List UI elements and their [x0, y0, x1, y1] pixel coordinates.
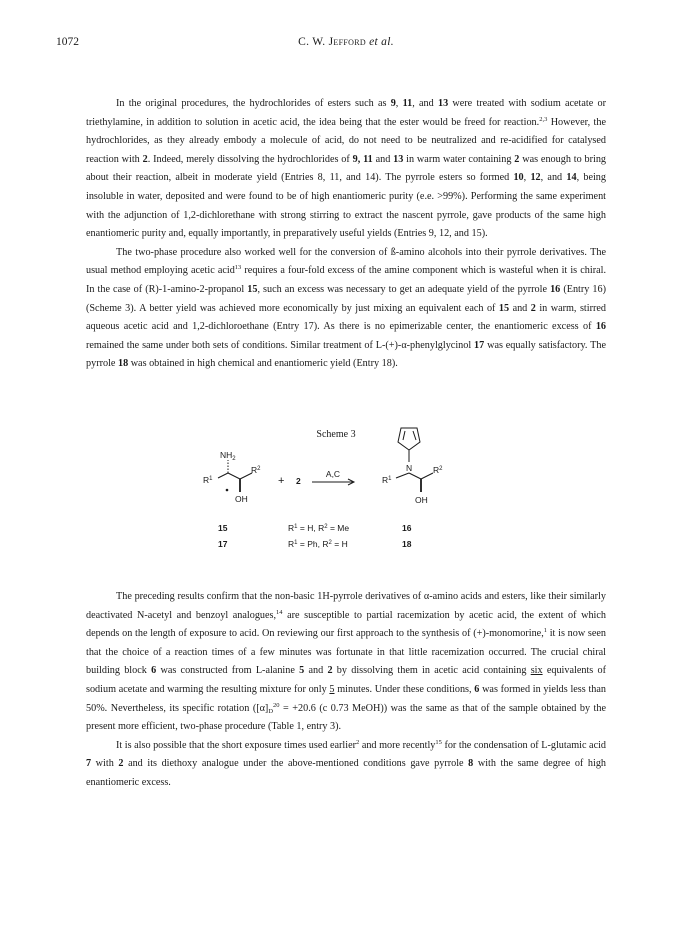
r1-label: $R^1$ [203, 475, 213, 485]
bond [396, 473, 409, 478]
product-r2-label: $R^2$ [433, 465, 443, 475]
double-bond [403, 431, 405, 440]
reagent-2: 2 [296, 476, 301, 486]
substituents-row-1: $R^1 = H$, $R^2 = Me$ [288, 523, 350, 533]
running-head [56, 36, 636, 48]
amine-label: $NH_2$ [220, 450, 236, 462]
scheme-3 [0, 420, 692, 560]
plus-sign: + [278, 475, 285, 487]
paragraph-4: It is also possible that the short exposure times used earlier$^2$ and more recently$^{15}$ for the condensation of L-glutamic acid 7 with 2 and its diethoxy analogue under the above-mentioned conditions gave pyrrole 8 with the same degree of high enantiomeric excess. [86, 738, 607, 788]
substituents-row-2: $R^1 = Ph$, $R^2 = H$ [288, 539, 348, 549]
stereo-dot [226, 489, 229, 492]
double-bond [413, 431, 416, 440]
citation: 2 [356, 738, 360, 746]
compound-18: 18 [402, 539, 412, 549]
paragraph-3: The preceding results confirm that the non-basic 1H-pyrrole derivatives of α-amino acids and esters, like their similarly deactivated N-acetyl and benzoyl analogues,$^{14}$ are susceptible to partial racemization by acetic acid, the extent of which depends on the length of exposure to acid. On reviewing our first approach to the synthesis of (+)-monomorine,$^1$ it is now seen that the choice of a reaction times of a few minutes was fortunate in that little racemization occurred. The crucial chiral building block 6 was constructed from L-alanine 5 and 2 by dissolving them in acetic acid containing six equivalents of sodium acetate and warming the resulting mixture for only 5 minutes. Under these conditions, 6 was formed in yields less than 50%. Nevertheless, its specific rotation ($[\alpha]_D^{20} = +20.6$ (c 0.73 MeOH)) was the same as that of the sample obtained by the present more efficient, two-phase procedure (Table 1, entry 3). [86, 591, 606, 733]
compound-16: 16 [402, 523, 412, 533]
product-oh-label: OH [415, 495, 428, 505]
paragraph-2: The two-phase procedure also worked well for the conversion of ß-amino alcohols into their pyrrole derivatives. The usual method employing acetic acid$^{13}$ requires a four-fold excess of the amine component which is wasteful when it is chiral. In the case of (R)-1-amino-2-propanol 15, such an excess was necessary to get an adequate yield of the pyrrole 16 (Entry 16) (Scheme 3). A better yield was achieved more economically by just mixing an equivalent each of 15 and 2 in warm, stirred aqueous acetic acid and 1,2-dichloroethane (Entry 17). As there is no epimerizable center, the enantiomeric excess of 16 remained the same under both sets of conditions. Similar treatment of L-(+)-α-phenylglycinol 17 was equally satisfactory. The pyrrole 18 was obtained in high chemical and enantiomeric yield (Entry 18). [86, 246, 606, 370]
page-number: 1072 [56, 36, 79, 48]
body-text-lower [86, 588, 606, 793]
product-r1-label: $R^1$ [382, 475, 392, 485]
bond [228, 473, 240, 479]
scheme-title: Scheme 3 [316, 429, 356, 440]
running-head-et-al: et al. [369, 36, 394, 48]
citation: 2,3 [539, 115, 548, 123]
conditions-label: A,C [325, 469, 341, 479]
pyrrole-ring [398, 428, 420, 450]
page-header [56, 36, 636, 52]
pyrrole-n-label: N [406, 463, 413, 473]
bond [218, 473, 228, 478]
citation: 13 [234, 264, 242, 272]
citation: 1 [543, 627, 547, 635]
oh-label: OH [235, 494, 248, 504]
compound-17: 17 [218, 539, 228, 549]
citation: 14 [276, 608, 283, 616]
body-text-upper [86, 95, 606, 374]
bond [409, 473, 421, 479]
scheme-3-figure [0, 420, 692, 560]
citation: 15 [435, 738, 442, 746]
compound-15: 15 [218, 523, 228, 533]
running-head-author: C. W. Jefford [298, 36, 366, 48]
bond [421, 473, 433, 479]
r2-label: $R^2$ [251, 465, 261, 475]
paragraph-1: In the original procedures, the hydrochlorides of esters such as 9, 11, and 13 were treated with sodium acetate or triethylamine, in addition to solution in acetic acid, the idea being that the ester would be freed for reaction.$^{2,3}$ However, the hydrochlorides, as they already embody a molecule of acid, do not need to be neutralized and re-acidified for catalysed reaction with 2. Indeed, merely dissolving the hydrochlorides of 9, 11 and 13 in warm water containing 2 was enough to bring about their reaction, albeit in moderate yield (Entries 8, 11, and 14). The pyrrole esters so formed 10, 12, and 14, being insoluble in water, deposited and were found to be of high enantiomeric purity (e.e. >99%). Performing the same experiment with the adjunction of 1,2-dichlorethane with strong stirring to extract the nascent pyrrole, gave products of the same high enantiomeric purity and, equally importantly, in preparatively useful yields (Entries 9, 12, and 15). [86, 98, 607, 240]
